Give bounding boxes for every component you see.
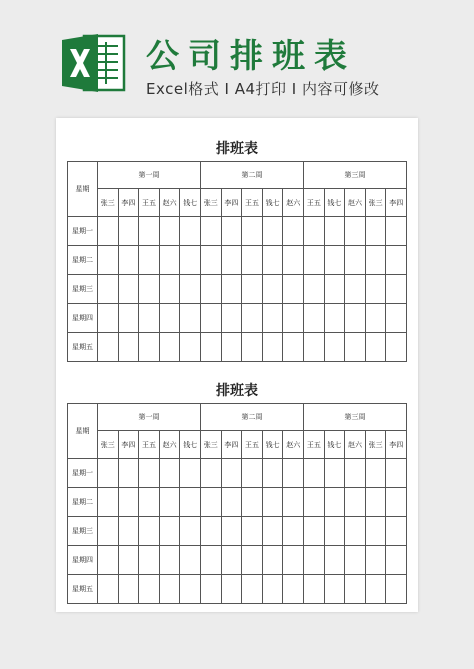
schedule-cell[interactable] bbox=[221, 488, 242, 517]
schedule-cell[interactable] bbox=[304, 304, 325, 333]
table-row bbox=[68, 575, 407, 604]
staff-name-cell: 钱七 bbox=[324, 189, 345, 217]
schedule-cell[interactable] bbox=[221, 517, 242, 546]
schedule-cell[interactable] bbox=[221, 575, 242, 604]
schedule-cell[interactable] bbox=[283, 275, 304, 304]
schedule-cell[interactable] bbox=[139, 304, 160, 333]
schedule-cell[interactable] bbox=[262, 517, 283, 546]
schedule-cell[interactable] bbox=[345, 333, 366, 362]
staff-name-cell: 钱七 bbox=[262, 431, 283, 459]
schedule-cell[interactable] bbox=[118, 246, 139, 275]
schedule-cell[interactable] bbox=[98, 275, 119, 304]
schedule-cell[interactable] bbox=[180, 217, 201, 246]
schedule-cell[interactable] bbox=[221, 275, 242, 304]
staff-name-cell: 赵六 bbox=[283, 431, 304, 459]
corner-header-cell: 星期 bbox=[68, 162, 98, 217]
schedule-cell[interactable] bbox=[283, 575, 304, 604]
schedule-cell[interactable] bbox=[386, 217, 407, 246]
schedule-cell[interactable] bbox=[324, 488, 345, 517]
schedule-cell[interactable] bbox=[242, 488, 263, 517]
schedule-cell[interactable] bbox=[262, 217, 283, 246]
schedule-cell[interactable] bbox=[386, 488, 407, 517]
staff-name-cell: 赵六 bbox=[159, 189, 180, 217]
schedule-cell[interactable] bbox=[139, 217, 160, 246]
schedule-cell[interactable] bbox=[304, 575, 325, 604]
schedule-cell[interactable] bbox=[118, 333, 139, 362]
schedule-cell[interactable] bbox=[345, 217, 366, 246]
excel-icon bbox=[62, 32, 126, 94]
schedule-cell[interactable] bbox=[283, 517, 304, 546]
schedule-cell[interactable] bbox=[201, 546, 222, 575]
schedule-cell[interactable] bbox=[201, 488, 222, 517]
page-header bbox=[0, 0, 474, 112]
schedule-cell[interactable] bbox=[139, 246, 160, 275]
table-row bbox=[68, 333, 407, 362]
schedule-cell[interactable] bbox=[159, 217, 180, 246]
schedule-cell[interactable] bbox=[345, 246, 366, 275]
page-title: 公司排班表 bbox=[146, 36, 356, 75]
staff-name-cell: 赵六 bbox=[159, 431, 180, 459]
schedule-cell[interactable] bbox=[283, 246, 304, 275]
schedule-cell[interactable] bbox=[180, 246, 201, 275]
schedule-cell[interactable] bbox=[304, 217, 325, 246]
schedule-cell[interactable] bbox=[118, 546, 139, 575]
week-header-cell: 第三周 bbox=[304, 404, 407, 431]
schedule-cell[interactable] bbox=[386, 246, 407, 275]
schedule-cell[interactable] bbox=[242, 546, 263, 575]
schedule-cell[interactable] bbox=[201, 246, 222, 275]
schedule-cell[interactable] bbox=[139, 459, 160, 488]
table-row bbox=[68, 217, 407, 246]
schedule-cell[interactable] bbox=[98, 333, 119, 362]
staff-name-cell: 张三 bbox=[365, 189, 386, 217]
staff-name-cell: 钱七 bbox=[324, 431, 345, 459]
week-header-cell: 第一周 bbox=[98, 404, 201, 431]
schedule-cell[interactable] bbox=[201, 217, 222, 246]
table-row bbox=[68, 275, 407, 304]
schedule-cell[interactable] bbox=[386, 304, 407, 333]
staff-name-cell: 张三 bbox=[201, 189, 222, 217]
schedule-cell[interactable] bbox=[345, 575, 366, 604]
schedule-cell[interactable] bbox=[324, 517, 345, 546]
schedule-cell[interactable] bbox=[98, 217, 119, 246]
schedule-cell[interactable] bbox=[304, 333, 325, 362]
table-row bbox=[68, 304, 407, 333]
schedule-cell[interactable] bbox=[159, 304, 180, 333]
schedule-table bbox=[67, 161, 407, 362]
schedule-cell[interactable] bbox=[242, 246, 263, 275]
schedule-cell[interactable] bbox=[262, 546, 283, 575]
staff-name-cell: 张三 bbox=[98, 431, 119, 459]
schedule-cell[interactable] bbox=[180, 459, 201, 488]
table-row bbox=[68, 246, 407, 275]
schedule-table bbox=[67, 403, 407, 604]
day-label-cell: 星期五 bbox=[68, 575, 98, 604]
staff-name-cell: 赵六 bbox=[283, 189, 304, 217]
week-header-cell: 第三周 bbox=[304, 162, 407, 189]
staff-name-cell: 李四 bbox=[221, 431, 242, 459]
schedule-cell[interactable] bbox=[201, 575, 222, 604]
schedule-cell[interactable] bbox=[262, 304, 283, 333]
schedule-cell[interactable] bbox=[242, 517, 263, 546]
day-label-cell: 星期二 bbox=[68, 246, 98, 275]
staff-name-cell: 王五 bbox=[242, 431, 263, 459]
schedule-cell[interactable] bbox=[139, 275, 160, 304]
day-label-cell: 星期三 bbox=[68, 517, 98, 546]
schedule-cell[interactable] bbox=[283, 459, 304, 488]
schedule-cell[interactable] bbox=[262, 333, 283, 362]
schedule-cell[interactable] bbox=[365, 546, 386, 575]
schedule-cell[interactable] bbox=[98, 304, 119, 333]
staff-name-cell: 张三 bbox=[365, 431, 386, 459]
schedule-cell[interactable] bbox=[118, 304, 139, 333]
schedule-cell[interactable] bbox=[242, 275, 263, 304]
schedule-cell[interactable] bbox=[201, 517, 222, 546]
schedule-cell[interactable] bbox=[345, 546, 366, 575]
schedule-cell[interactable] bbox=[118, 217, 139, 246]
schedule-cell[interactable] bbox=[283, 546, 304, 575]
schedule-cell[interactable] bbox=[118, 575, 139, 604]
schedule-cell[interactable] bbox=[365, 333, 386, 362]
schedule-cell[interactable] bbox=[201, 304, 222, 333]
schedule-cell[interactable] bbox=[159, 517, 180, 546]
schedule-cell[interactable] bbox=[242, 459, 263, 488]
schedule-cell[interactable] bbox=[304, 517, 325, 546]
schedule-cell[interactable] bbox=[98, 546, 119, 575]
corner-header-cell: 星期 bbox=[68, 404, 98, 459]
schedule-cell[interactable] bbox=[324, 459, 345, 488]
staff-name-cell: 李四 bbox=[118, 431, 139, 459]
staff-name-cell: 钱七 bbox=[262, 189, 283, 217]
staff-name-cell: 赵六 bbox=[345, 189, 366, 217]
week-header-cell: 第二周 bbox=[201, 162, 304, 189]
staff-name-cell: 钱七 bbox=[180, 189, 201, 217]
schedule-cell[interactable] bbox=[139, 546, 160, 575]
week-header-cell: 第二周 bbox=[201, 404, 304, 431]
schedule-cell[interactable] bbox=[345, 304, 366, 333]
schedule-cell[interactable] bbox=[304, 459, 325, 488]
schedule-cell[interactable] bbox=[201, 333, 222, 362]
schedule-cell[interactable] bbox=[304, 246, 325, 275]
schedule-cell[interactable] bbox=[98, 459, 119, 488]
staff-name-cell: 李四 bbox=[118, 189, 139, 217]
schedule-cell[interactable] bbox=[221, 246, 242, 275]
schedule-cell[interactable] bbox=[283, 217, 304, 246]
week-header-cell: 第一周 bbox=[98, 162, 201, 189]
schedule-cell[interactable] bbox=[118, 275, 139, 304]
schedule-cell[interactable] bbox=[201, 459, 222, 488]
schedule-cell[interactable] bbox=[386, 517, 407, 546]
schedule-cell[interactable] bbox=[180, 546, 201, 575]
day-label-cell: 星期二 bbox=[68, 488, 98, 517]
schedule-cell[interactable] bbox=[345, 459, 366, 488]
schedule-cell[interactable] bbox=[242, 575, 263, 604]
schedule-cell[interactable] bbox=[262, 246, 283, 275]
schedule-cell[interactable] bbox=[139, 488, 160, 517]
schedule-cell[interactable] bbox=[159, 488, 180, 517]
day-label-cell: 星期五 bbox=[68, 333, 98, 362]
staff-name-cell: 王五 bbox=[139, 431, 160, 459]
staff-name-cell: 王五 bbox=[139, 189, 160, 217]
schedule-cell[interactable] bbox=[365, 517, 386, 546]
schedule-cell[interactable] bbox=[365, 246, 386, 275]
schedule-cell[interactable] bbox=[386, 575, 407, 604]
day-label-cell: 星期一 bbox=[68, 217, 98, 246]
schedule-cell[interactable] bbox=[180, 333, 201, 362]
table-row bbox=[68, 488, 407, 517]
staff-name-cell: 李四 bbox=[386, 431, 407, 459]
schedule-cell[interactable] bbox=[242, 333, 263, 362]
schedule-title: 排班表 bbox=[216, 141, 258, 157]
schedule-cell[interactable] bbox=[365, 575, 386, 604]
schedule-cell[interactable] bbox=[345, 275, 366, 304]
staff-name-cell: 赵六 bbox=[345, 431, 366, 459]
schedule-cell[interactable] bbox=[221, 546, 242, 575]
staff-name-cell: 王五 bbox=[304, 189, 325, 217]
schedule-cell[interactable] bbox=[118, 517, 139, 546]
schedule-cell[interactable] bbox=[262, 459, 283, 488]
schedule-cell[interactable] bbox=[118, 459, 139, 488]
schedule-cell[interactable] bbox=[262, 275, 283, 304]
document-page bbox=[56, 118, 418, 612]
schedule-cell[interactable] bbox=[345, 517, 366, 546]
schedule-cell[interactable] bbox=[221, 459, 242, 488]
day-label-cell: 星期四 bbox=[68, 304, 98, 333]
table-row bbox=[68, 546, 407, 575]
schedule-cell[interactable] bbox=[139, 333, 160, 362]
schedule-cell[interactable] bbox=[386, 546, 407, 575]
schedule-cell[interactable] bbox=[159, 275, 180, 304]
staff-name-cell: 王五 bbox=[304, 431, 325, 459]
schedule-cell[interactable] bbox=[159, 246, 180, 275]
schedule-cell[interactable] bbox=[324, 304, 345, 333]
page-subtitle: Excel格式 I A4打印 I 内容可修改 bbox=[146, 80, 380, 98]
schedule-cell[interactable] bbox=[386, 275, 407, 304]
schedule-cell[interactable] bbox=[180, 488, 201, 517]
schedule-cell[interactable] bbox=[221, 333, 242, 362]
day-label-cell: 星期三 bbox=[68, 275, 98, 304]
staff-name-cell: 李四 bbox=[221, 189, 242, 217]
schedule-cell[interactable] bbox=[139, 517, 160, 546]
schedule-cell[interactable] bbox=[365, 304, 386, 333]
schedule-cell[interactable] bbox=[324, 275, 345, 304]
schedule-cell[interactable] bbox=[365, 488, 386, 517]
table-row bbox=[68, 517, 407, 546]
schedule-cell[interactable] bbox=[242, 217, 263, 246]
staff-name-cell: 张三 bbox=[201, 431, 222, 459]
schedule-cell[interactable] bbox=[365, 275, 386, 304]
schedule-cell[interactable] bbox=[283, 488, 304, 517]
schedule-cell[interactable] bbox=[98, 575, 119, 604]
table-row bbox=[68, 459, 407, 488]
schedule-cell[interactable] bbox=[98, 488, 119, 517]
schedule-cell[interactable] bbox=[98, 517, 119, 546]
schedule-cell[interactable] bbox=[118, 488, 139, 517]
schedule-cell[interactable] bbox=[262, 575, 283, 604]
day-label-cell: 星期四 bbox=[68, 546, 98, 575]
schedule-cell[interactable] bbox=[159, 333, 180, 362]
schedule-cell[interactable] bbox=[365, 459, 386, 488]
schedule-cell[interactable] bbox=[283, 304, 304, 333]
staff-name-cell: 钱七 bbox=[180, 431, 201, 459]
schedule-cell[interactable] bbox=[180, 304, 201, 333]
schedule-cell[interactable] bbox=[365, 217, 386, 246]
day-label-cell: 星期一 bbox=[68, 459, 98, 488]
staff-name-cell: 张三 bbox=[98, 189, 119, 217]
schedule-cell[interactable] bbox=[221, 217, 242, 246]
schedule-cell[interactable] bbox=[304, 546, 325, 575]
schedule-cell[interactable] bbox=[386, 459, 407, 488]
schedule-cell[interactable] bbox=[201, 275, 222, 304]
schedule-cell[interactable] bbox=[98, 246, 119, 275]
schedule-cell[interactable] bbox=[139, 575, 160, 604]
schedule-cell[interactable] bbox=[324, 217, 345, 246]
schedule-cell[interactable] bbox=[180, 575, 201, 604]
schedule-cell[interactable] bbox=[159, 575, 180, 604]
schedule-cell[interactable] bbox=[180, 517, 201, 546]
schedule-cell[interactable] bbox=[324, 546, 345, 575]
schedule-cell[interactable] bbox=[386, 333, 407, 362]
schedule-cell[interactable] bbox=[324, 333, 345, 362]
schedule-cell[interactable] bbox=[345, 488, 366, 517]
schedule-cell[interactable] bbox=[180, 275, 201, 304]
schedule-cell[interactable] bbox=[324, 246, 345, 275]
schedule-cell[interactable] bbox=[242, 304, 263, 333]
staff-name-cell: 王五 bbox=[242, 189, 263, 217]
schedule-cell[interactable] bbox=[159, 459, 180, 488]
staff-name-cell: 李四 bbox=[386, 189, 407, 217]
schedule-cell[interactable] bbox=[304, 488, 325, 517]
schedule-cell[interactable] bbox=[159, 546, 180, 575]
schedule-cell[interactable] bbox=[221, 304, 242, 333]
schedule-title: 排班表 bbox=[216, 383, 258, 399]
schedule-cell[interactable] bbox=[283, 333, 304, 362]
schedule-cell[interactable] bbox=[324, 575, 345, 604]
schedule-cell[interactable] bbox=[304, 275, 325, 304]
schedule-cell[interactable] bbox=[262, 488, 283, 517]
